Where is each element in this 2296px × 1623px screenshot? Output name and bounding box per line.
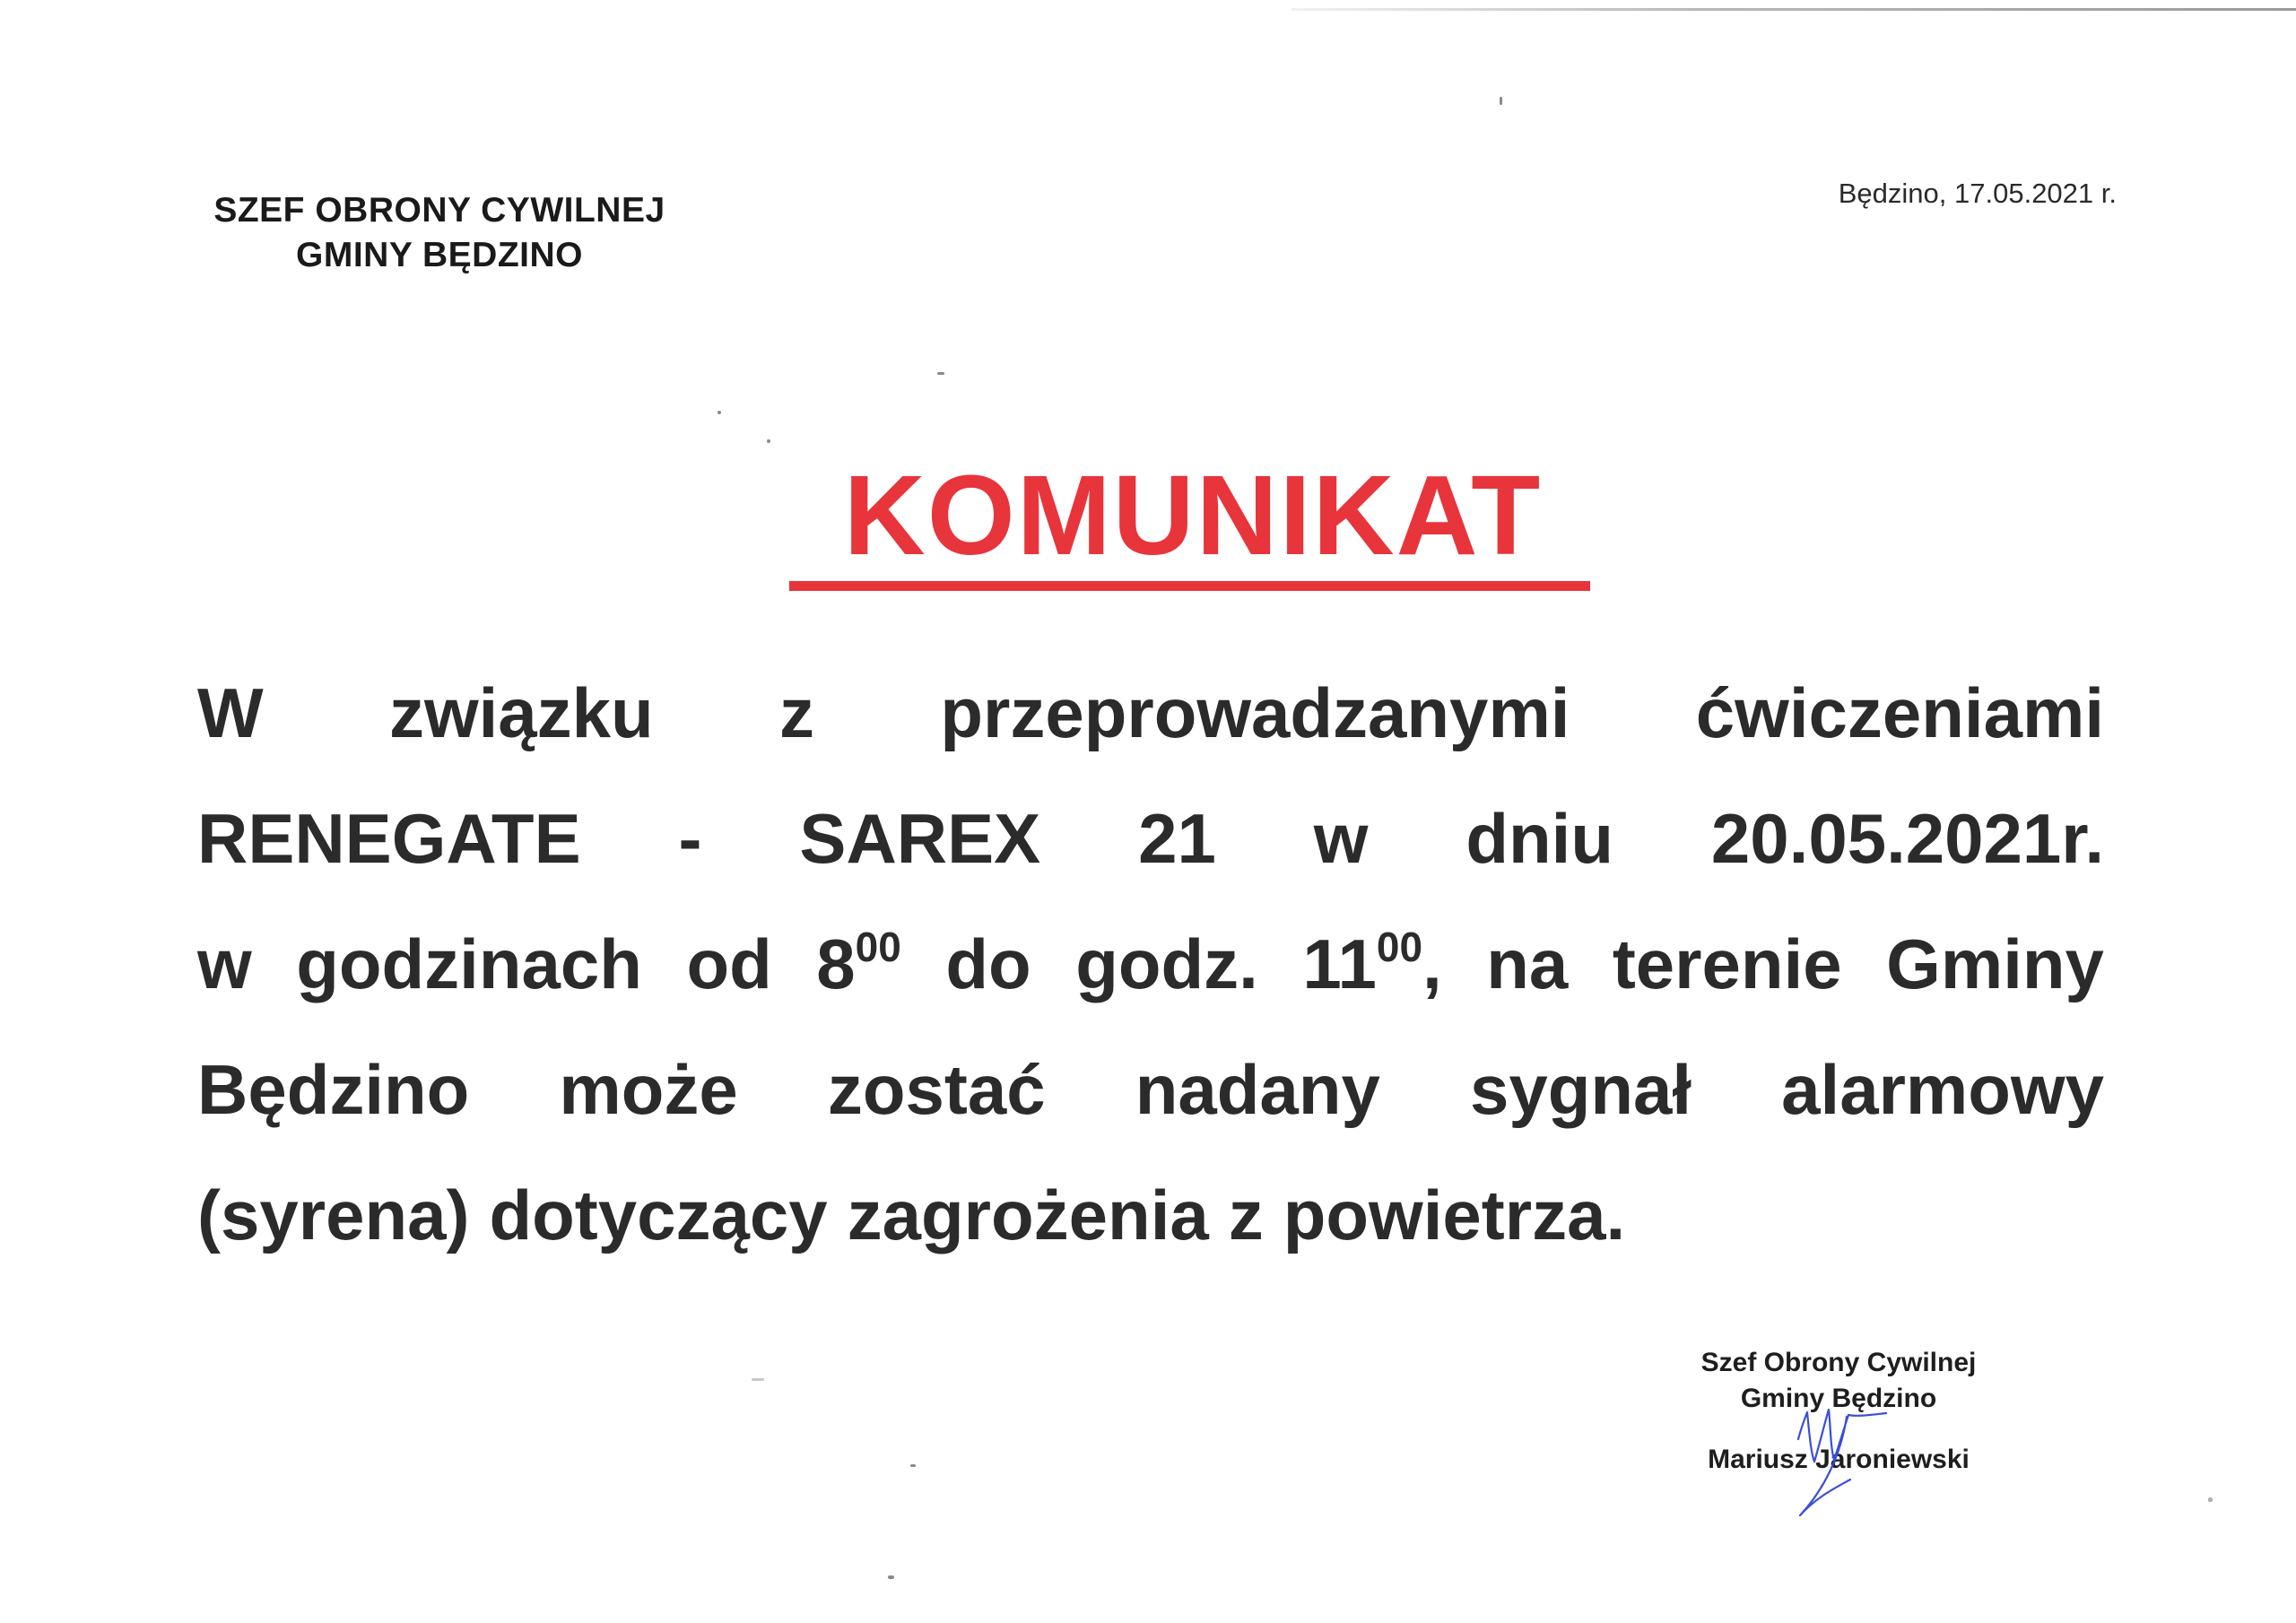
body-word: (syrena) (197, 1176, 470, 1254)
body-line-1 (197, 650, 2104, 776)
issuer-line-1: SZEF OBRONY CYWILNEJ (213, 191, 665, 230)
exercise-date: 20.05.2021r. (1710, 799, 2104, 878)
body-word: W (197, 673, 264, 752)
body-word: terenie (1612, 924, 1842, 1003)
document-title: KOMUNIKAT (843, 452, 1543, 578)
body-word: przeprowadzanymi (940, 673, 1570, 752)
signatory-role-line-2: Gminy Będzino (1740, 1384, 1937, 1413)
body-word: do (945, 924, 1031, 1003)
body-word: z (779, 673, 814, 752)
start-time (816, 901, 901, 1027)
body-word: z (1228, 1176, 1264, 1254)
scan-edge-line (1292, 8, 2296, 11)
body-line-3 (197, 901, 2104, 1027)
scan-speck (718, 411, 721, 414)
scan-speck (2208, 1497, 2213, 1502)
title-underline (789, 581, 1590, 591)
body-word: ćwiczeniami (1695, 673, 2104, 752)
signatory-name: Mariusz Jaroniewski (1708, 1445, 1970, 1474)
body-word: RENEGATE (197, 799, 581, 878)
end-minutes: 00 (1376, 924, 1423, 970)
scan-speck (888, 1575, 894, 1579)
scan-speck (1500, 97, 1502, 105)
body-word: - (678, 799, 702, 878)
body-word: SAREX (799, 799, 1041, 878)
issuer-line-2: GMINY BĘDZINO (296, 236, 583, 274)
body-word: w (197, 924, 252, 1003)
body-word: alarmowy (1781, 1050, 2104, 1129)
end-time (1302, 901, 1441, 1027)
start-minutes: 00 (855, 924, 901, 970)
body-word: godz. (1075, 924, 1258, 1003)
body-word: Gminy (1886, 924, 2104, 1003)
body-word: może (559, 1050, 738, 1129)
body-word: zostać (827, 1050, 1046, 1129)
scan-speck (937, 372, 944, 375)
body-word: zagrożenia (847, 1176, 1209, 1254)
scan-speck (910, 1464, 916, 1467)
body-word: związku (388, 673, 654, 752)
comma: , (1422, 924, 1442, 1003)
document-date: Będzino, 17.05.2021 r. (1838, 178, 2117, 209)
body-word: od (686, 924, 772, 1003)
body-line-4 (197, 1027, 2104, 1152)
body-line-5 (197, 1152, 2104, 1278)
body-word: nadany (1135, 1050, 1380, 1129)
body-word: w (1313, 799, 1369, 878)
handwritten-signature-icon (1780, 1390, 1897, 1524)
announcement-body (197, 650, 2104, 1278)
scan-speck (752, 1378, 764, 1381)
body-line-2 (197, 776, 2104, 901)
body-word: na (1486, 924, 1569, 1003)
body-word: dotyczący (489, 1176, 828, 1254)
end-hour: 11 (1302, 924, 1377, 1003)
body-word: dniu (1465, 799, 1613, 878)
signatory-role-line-1: Szef Obrony Cywilnej (1700, 1348, 1977, 1377)
body-word: 21 (1138, 799, 1216, 878)
scan-speck (767, 439, 770, 443)
body-word: sygnał (1469, 1050, 1692, 1129)
body-word: godzinach (296, 924, 642, 1003)
body-word: Będzino (197, 1050, 470, 1129)
body-word: powietrza. (1283, 1176, 1626, 1254)
issuer-header (188, 188, 691, 278)
start-hour: 8 (816, 924, 856, 1003)
